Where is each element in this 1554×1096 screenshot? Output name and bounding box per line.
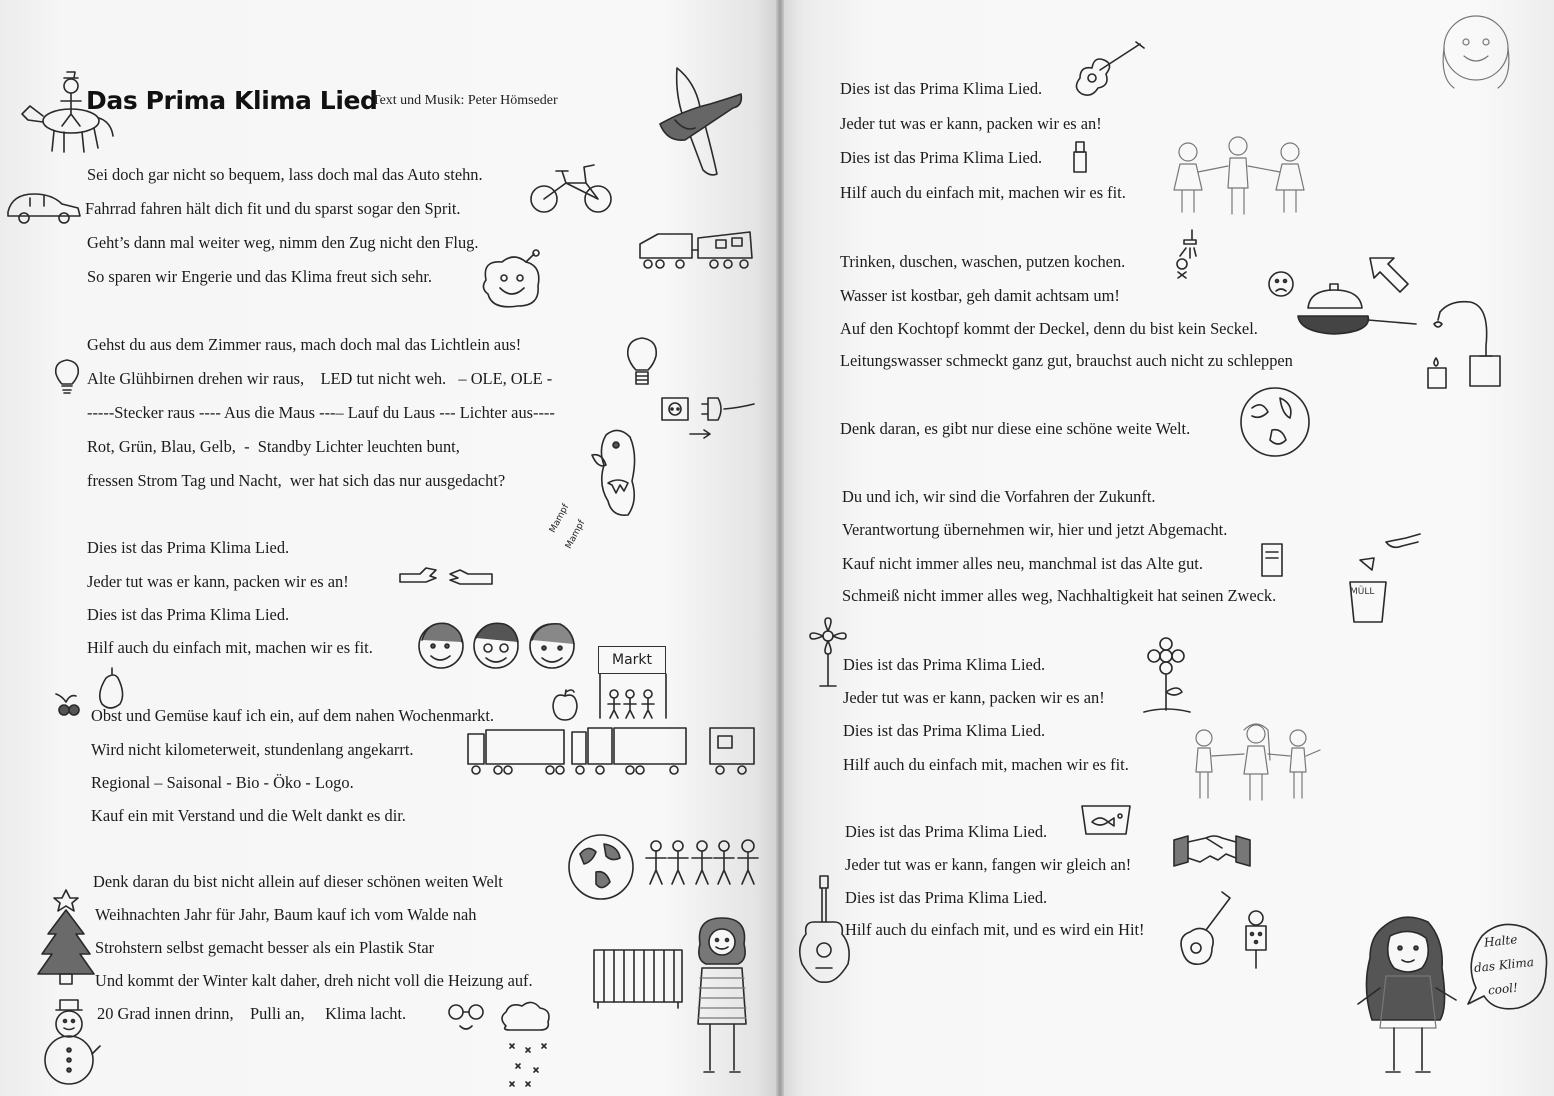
- chorus3-line4: Hilf auch du einfach mit, machen wir es fit.: [843, 755, 1129, 774]
- verse2-line1: Gehst du aus dem Zimmer raus, mach doch mal das Lichtlein aus!: [87, 335, 522, 354]
- reaching-hands-drawing: [396, 562, 496, 590]
- verse1-line2: Fahrrad fahren hält dich fit und du sparst sogar den Sprit.: [85, 199, 461, 218]
- mampf-label-1: Mampf: [548, 502, 572, 535]
- verse6-line1: Denk daran, es gibt nur diese eine schöne weite Welt.: [840, 419, 1191, 438]
- chorus2-line1: Dies ist das Prima Klima Lied.: [840, 79, 1043, 98]
- flower-right-drawing: [1138, 636, 1196, 720]
- verse4-line3: Strohstern selbst gemacht besser als ein Plastik Star: [95, 938, 435, 957]
- chorus1-line1: Dies ist das Prima Klima Lied.: [87, 538, 290, 557]
- mampf-label-2: Mampf: [564, 518, 588, 551]
- chorus1-line2: Jeder tut was er kann, packen wir es an!: [87, 572, 349, 591]
- cooking-pot-drawing: [1288, 254, 1420, 344]
- lightbulb-large-drawing: [624, 336, 660, 390]
- shower-drawing: [1166, 228, 1196, 280]
- smiling-blob-drawing: [478, 250, 548, 312]
- verse5-line3: Auf den Kochtopf kommt der Deckel, denn du bist kein Seckel.: [840, 319, 1258, 338]
- flower-left-drawing: [808, 616, 848, 692]
- verse2-line4: Rot, Grün, Blau, Gelb, - Standby Lichter leuchten bunt,: [87, 437, 460, 456]
- lightbulb-small-drawing: [52, 358, 82, 396]
- verse2-line2: Alte Glühbirnen drehen wir raus, LED tut nicht weh. – OLE, OLE -: [87, 369, 553, 388]
- chorus3-line2: Jeder tut was er kann, packen wir es an!: [843, 688, 1105, 707]
- verse3-line2: Wird nicht kilometerweit, stundenlang angekarrt.: [91, 740, 414, 759]
- verse4-line1: Denk daran du bist nicht allein auf dieser schönen weiten Welt: [93, 872, 503, 891]
- snow-cloud-drawing: [496, 998, 554, 1090]
- chorus3-line1: Dies ist das Prima Klima Lied.: [843, 655, 1046, 674]
- verse3-line4: Kauf ein mit Verstand und die Welt dankt es dir.: [91, 806, 406, 825]
- verse5-line2: Wasser ist kostbar, geh damit achtsam um!: [840, 286, 1120, 305]
- verse7-line2: Verantwortung übernehmen wir, hier und jetzt Abgemacht.: [842, 520, 1228, 539]
- snowman-drawing: [40, 998, 102, 1090]
- chorus2-line3: Dies ist das Prima Klima Lied.: [840, 148, 1043, 167]
- verse1-line4: So sparen wir Engerie und das Klima freut sich sehr.: [87, 267, 433, 286]
- verse5-line4: Leitungswasser schmeckt ganz gut, brauchst auch nicht zu schleppen: [840, 351, 1293, 370]
- verse7-line4: Schmeiß nicht immer alles weg, Nachhaltigkeit hat seinen Zweck.: [842, 586, 1277, 605]
- verse2-line3: -----Stecker raus ---- Aus die Maus ---– Lauf du Laus --- Lichter aus----: [87, 403, 555, 422]
- market-sign: Markt: [598, 646, 666, 674]
- sun-face-drawing: [1436, 8, 1516, 92]
- guitar-right-drawing: [1176, 888, 1234, 970]
- chorus2-line4: Hilf auch du einfach mit, machen wir es fit.: [840, 183, 1126, 202]
- fishbowl-drawing: [1076, 800, 1136, 840]
- kids-holding-hands-drawing: [1166, 132, 1318, 218]
- song-title: Das Prima Klima Lied: [86, 86, 378, 115]
- page-fold: [776, 0, 784, 1096]
- horse-rider-drawing: [16, 56, 116, 156]
- bicycle-drawing: [528, 155, 616, 217]
- speech-bubble-line3: cool!: [1487, 980, 1519, 998]
- chorus4-line3: Dies ist das Prima Klima Lied.: [845, 888, 1048, 907]
- speech-bubble-line1: Halte: [1483, 932, 1518, 950]
- verse2-line5: fressen Strom Tag und Nacht, wer hat sich das nur ausgedacht?: [87, 471, 506, 490]
- book-drawing: [1258, 540, 1286, 580]
- monster-face-drawing: [588, 425, 640, 519]
- verse4-line5: 20 Grad innen drinn, Pulli an, Klima lacht.: [97, 1004, 407, 1023]
- christmas-tree-drawing: [34, 888, 98, 988]
- power-plug-drawing: [658, 390, 758, 440]
- faucet-drawing: [1420, 296, 1500, 392]
- chorus2-line2: Jeder tut was er kann, packen wir es an!: [840, 114, 1102, 133]
- fruit-drawing: [52, 664, 126, 722]
- speech-bubble-line2: das Klima: [1473, 954, 1535, 976]
- verse1-line1: Sei doch gar nicht so bequem, lass doch mal das Auto stehn.: [87, 165, 483, 184]
- trash-bin-drawing: [1346, 530, 1426, 624]
- verse5-line1: Trinken, duschen, waschen, putzen kochen.: [840, 252, 1126, 271]
- verse7-line3: Kauf nicht immer alles neu, manchmal ist das Alte gut.: [842, 554, 1203, 573]
- verse4-line4: Und kommt der Winter kalt daher, dreh nicht voll die Heizung auf.: [95, 971, 533, 990]
- microphone-drawing: [1240, 908, 1272, 972]
- girl-sweater-drawing: [686, 914, 758, 1080]
- verse4-line2: Weihnachten Jahr für Jahr, Baum kauf ich vom Walde nah: [95, 905, 477, 924]
- trucks-drawing: [464, 722, 764, 780]
- verse1-line3: Geht’s dann mal weiter weg, nimm den Zug nicht den Flug.: [87, 233, 479, 252]
- kids-middle-drawing: [1186, 720, 1326, 804]
- car-drawing: [4, 186, 84, 226]
- apple-drawing: [550, 688, 580, 724]
- small-bottle-drawing: [1070, 140, 1090, 174]
- chorus4-line4: Hilf auch du einfach mit, und es wird ein Hit!: [845, 920, 1145, 939]
- verse3-line3: Regional – Saisonal - Bio - Öko - Logo.: [91, 773, 354, 792]
- bin-label: MÜLL: [1350, 587, 1375, 597]
- radiator-drawing: [590, 944, 686, 1010]
- handshake-drawing: [1170, 826, 1254, 874]
- glasses-face-drawing: [444, 1000, 488, 1034]
- verse3-line1: Obst und Gemüse kauf ich ein, auf dem nahen Wochenmarkt.: [91, 706, 495, 725]
- chorus4-line1: Dies ist das Prima Klima Lied.: [845, 822, 1048, 841]
- train-drawing: [636, 228, 758, 274]
- stick-figures-drawing: [644, 836, 762, 890]
- globe-drawing: [566, 832, 636, 902]
- three-faces-drawing: [414, 618, 578, 672]
- earth-drawing: [1238, 384, 1312, 460]
- chorus1-line4: Hilf auch du einfach mit, machen wir es fit.: [87, 638, 373, 657]
- guitar-top-drawing: [1070, 38, 1150, 98]
- chorus3-line3: Dies ist das Prima Klima Lied.: [843, 721, 1046, 740]
- chorus1-line3: Dies ist das Prima Klima Lied.: [87, 605, 290, 624]
- guitar-left-drawing: [792, 872, 856, 988]
- verse7-line1: Du und ich, wir sind die Vorfahren der Zukunft.: [842, 487, 1156, 506]
- song-credit: Text und Musik: Peter Hömseder: [372, 93, 558, 108]
- chorus4-line2: Jeder tut was er kann, fangen wir gleich an!: [845, 855, 1132, 874]
- airplane-drawing: [655, 62, 745, 182]
